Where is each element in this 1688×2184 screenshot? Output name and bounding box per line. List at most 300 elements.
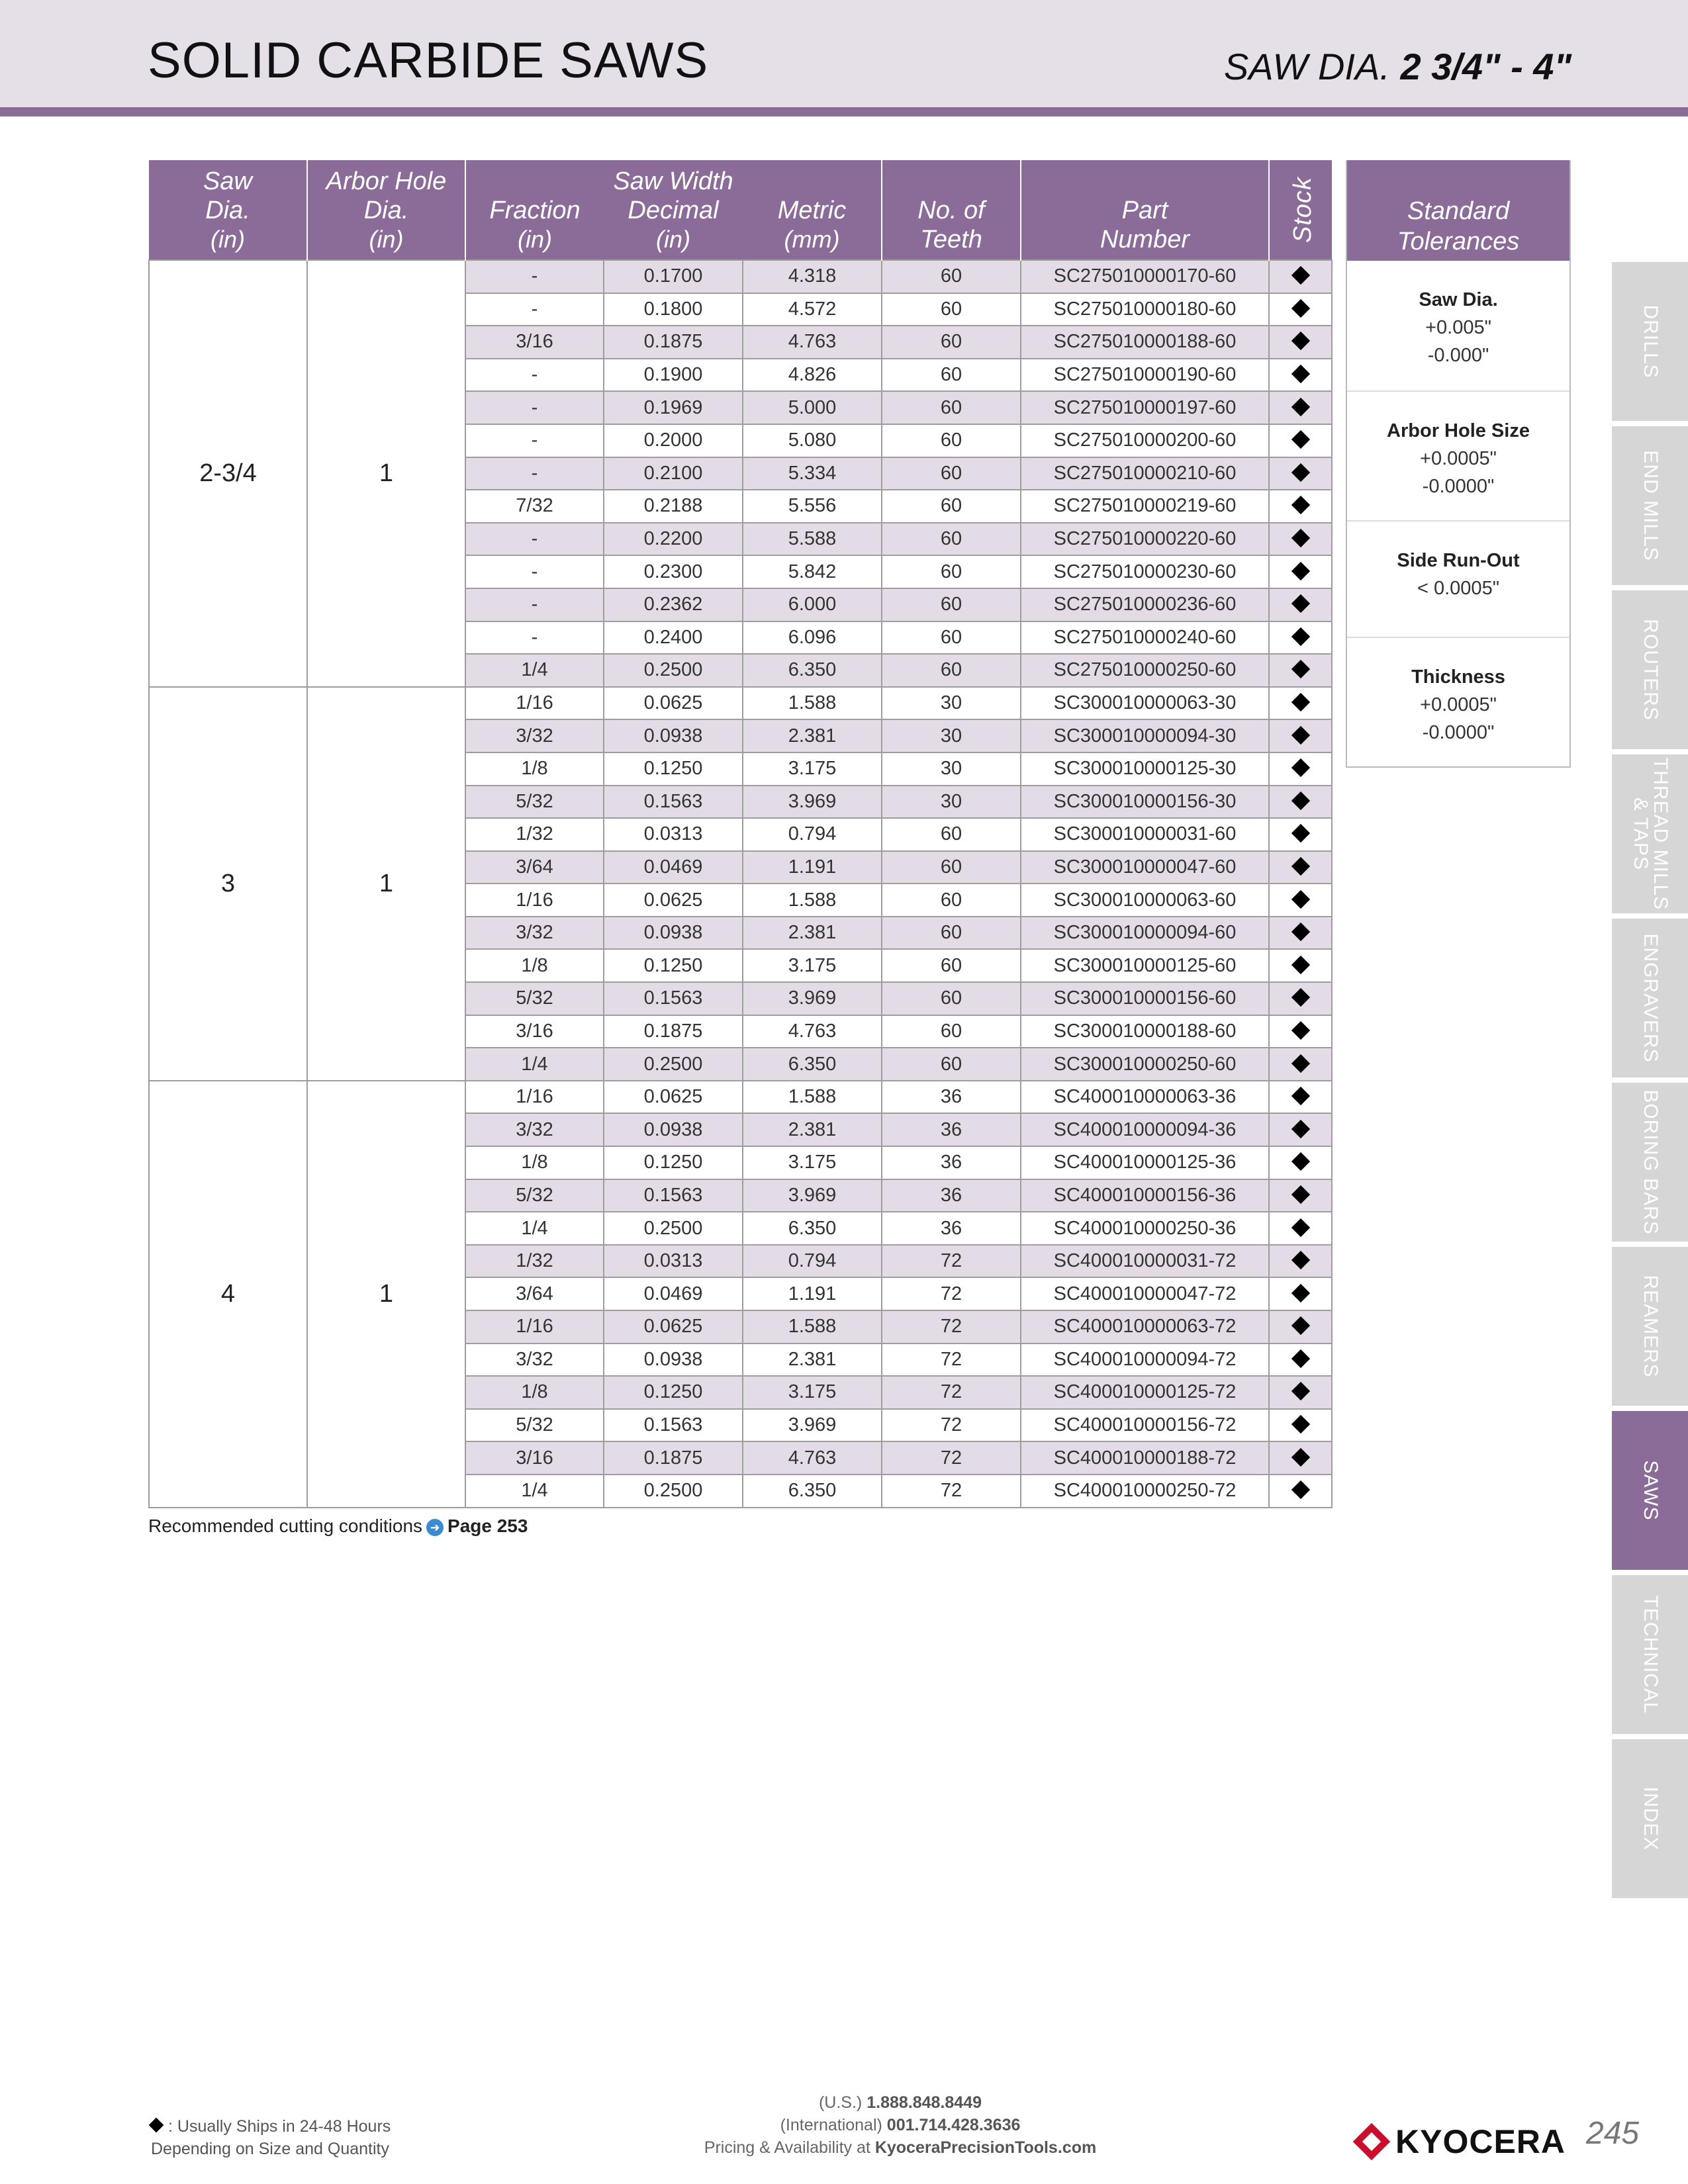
stock-cell	[1269, 1048, 1332, 1081]
fraction-cell: 5/32	[465, 982, 604, 1015]
metric-cell: 4.763	[743, 1015, 882, 1048]
col-stock: Stock	[1269, 160, 1332, 260]
stock-cell	[1269, 851, 1332, 884]
stock-cell	[1269, 949, 1332, 982]
tolerance-value: +0.0005"	[1420, 694, 1497, 715]
teeth-cell: 60	[882, 654, 1021, 687]
tab-drills[interactable]	[1612, 262, 1688, 421]
stock-cell	[1269, 588, 1332, 621]
col-part-number: Part Number	[1021, 160, 1269, 260]
fraction-cell: 7/32	[465, 490, 604, 523]
stock-cell	[1269, 884, 1332, 917]
tab-label: ROUTERS	[1639, 619, 1662, 721]
teeth-cell: 72	[882, 1409, 1021, 1442]
tab-label: INDEX	[1639, 1786, 1662, 1851]
stock-diamond-icon	[1291, 1054, 1309, 1072]
decimal-cell: 0.2200	[604, 523, 743, 556]
cutting-conditions-note: Recommended cutting conditions ➜ Page 253	[148, 1516, 528, 1536]
tab-routers[interactable]	[1612, 590, 1688, 749]
fraction-cell: 1/16	[465, 884, 604, 917]
part-number-cell: SC400010000031-72	[1021, 1245, 1269, 1278]
stock-diamond-icon	[1291, 1316, 1309, 1335]
stock-cell	[1269, 1146, 1332, 1179]
metric-cell: 3.969	[743, 982, 882, 1015]
decimal-cell: 0.1969	[604, 391, 743, 424]
saw-dia-cell: 4	[149, 1081, 307, 1508]
tolerance-value: -0.0000"	[1422, 476, 1495, 497]
stock-diamond-icon	[1291, 792, 1309, 810]
teeth-cell: 60	[882, 917, 1021, 950]
col-decimal: Saw Width Decimal (in)	[604, 160, 743, 260]
teeth-cell: 60	[882, 949, 1021, 982]
part-number-cell: SC400010000188-72	[1021, 1441, 1269, 1475]
decimal-cell: 0.1250	[604, 752, 743, 786]
teeth-cell: 30	[882, 687, 1021, 720]
fraction-cell: -	[465, 523, 604, 556]
teeth-cell: 36	[882, 1113, 1021, 1146]
part-number-cell: SC400010000063-36	[1021, 1081, 1269, 1114]
decimal-cell: 0.0625	[604, 1081, 743, 1114]
teeth-cell: 60	[882, 424, 1021, 457]
teeth-cell: 30	[882, 719, 1021, 752]
stock-diamond-icon	[1291, 660, 1309, 678]
tab-saws[interactable]	[1612, 1411, 1688, 1570]
decimal-cell: 0.1875	[604, 326, 743, 359]
metric-cell: 3.175	[743, 949, 882, 982]
stock-cell	[1269, 490, 1332, 523]
part-number-cell: SC275010000230-60	[1021, 555, 1269, 588]
part-number-cell: SC275010000236-60	[1021, 588, 1269, 621]
stock-cell	[1269, 555, 1332, 588]
stock-diamond-icon	[1291, 398, 1309, 416]
teeth-cell: 30	[882, 786, 1021, 819]
decimal-cell: 0.0313	[604, 1245, 743, 1278]
contact-info: (U.S.) 1.888.848.8449 (International) 001.714.428.3636 Pricing & Availability at KyoceraPrecisionTools.com	[704, 2093, 1097, 2157]
metric-cell: 1.191	[743, 851, 882, 884]
metric-cell: 5.080	[743, 424, 882, 457]
fraction-cell: 3/32	[465, 1113, 604, 1146]
part-number-cell: SC400010000250-72	[1021, 1475, 1269, 1508]
saw-dia-cell: 3	[149, 687, 307, 1081]
stock-diamond-icon	[1291, 1185, 1309, 1204]
fraction-cell: 1/4	[465, 654, 604, 687]
part-number-cell: SC300010000063-60	[1021, 884, 1269, 917]
part-number-cell: SC400010000156-72	[1021, 1409, 1269, 1442]
part-number-cell: SC275010000170-60	[1021, 260, 1269, 293]
table-row	[149, 1081, 1332, 1114]
teeth-cell: 72	[882, 1245, 1021, 1278]
part-number-cell: SC400010000250-36	[1021, 1212, 1269, 1245]
decimal-cell: 0.2500	[604, 1475, 743, 1508]
stock-diamond-icon	[1291, 430, 1309, 449]
tolerance-item	[1347, 520, 1570, 637]
metric-cell: 1.588	[743, 687, 882, 720]
teeth-cell: 60	[882, 818, 1021, 851]
tab-technical[interactable]	[1612, 1575, 1688, 1734]
teeth-cell: 30	[882, 752, 1021, 786]
stock-diamond-icon	[1291, 923, 1309, 941]
stock-cell	[1269, 818, 1332, 851]
metric-cell: 3.969	[743, 1409, 882, 1442]
diamond-icon	[149, 2118, 164, 2133]
teeth-cell: 72	[882, 1343, 1021, 1377]
metric-cell: 2.381	[743, 1343, 882, 1377]
part-number-cell: SC400010000094-72	[1021, 1343, 1269, 1377]
teeth-cell: 60	[882, 1048, 1021, 1081]
fraction-cell: 1/16	[465, 687, 604, 720]
tab-end-mills[interactable]	[1612, 426, 1688, 585]
part-number-cell: SC275010000190-60	[1021, 359, 1269, 392]
tolerance-label: Side Run-Out	[1397, 550, 1520, 571]
part-number-cell: SC275010000180-60	[1021, 293, 1269, 326]
stock-cell	[1269, 1212, 1332, 1245]
decimal-cell: 0.1900	[604, 359, 743, 392]
part-number-cell: SC300010000031-60	[1021, 818, 1269, 851]
col-metric: Metric (mm)	[743, 160, 882, 260]
teeth-cell: 60	[882, 588, 1021, 621]
teeth-cell: 72	[882, 1277, 1021, 1310]
fraction-cell: 1/16	[465, 1310, 604, 1343]
tab-engravers[interactable]	[1612, 919, 1688, 1077]
stock-cell	[1269, 1015, 1332, 1048]
tab-label: REAMERS	[1639, 1275, 1662, 1378]
decimal-cell: 0.2300	[604, 555, 743, 588]
stock-cell	[1269, 917, 1332, 950]
subtitle-prefix: SAW DIA.	[1223, 46, 1390, 87]
fraction-cell: 3/32	[465, 917, 604, 950]
metric-cell: 5.556	[743, 490, 882, 523]
decimal-cell: 0.2500	[604, 1048, 743, 1081]
teeth-cell: 60	[882, 982, 1021, 1015]
fraction-cell: 3/64	[465, 851, 604, 884]
metric-cell: 1.588	[743, 1310, 882, 1343]
part-number-cell: SC300010000125-60	[1021, 949, 1269, 982]
metric-cell: 6.000	[743, 588, 882, 621]
teeth-cell: 60	[882, 457, 1021, 490]
header-accent-bar	[0, 107, 1688, 116]
part-number-cell: SC275010000200-60	[1021, 424, 1269, 457]
tolerance-label: Arbor Hole Size	[1387, 420, 1530, 441]
teeth-cell: 60	[882, 359, 1021, 392]
arbor-dia-cell: 1	[307, 260, 465, 687]
fraction-cell: 3/16	[465, 1441, 604, 1475]
decimal-cell: 0.1563	[604, 786, 743, 819]
stock-cell	[1269, 391, 1332, 424]
tab-reamers[interactable]	[1612, 1247, 1688, 1406]
teeth-cell: 60	[882, 1015, 1021, 1048]
stock-cell	[1269, 1441, 1332, 1475]
stock-diamond-icon	[1291, 463, 1309, 482]
decimal-cell: 0.2500	[604, 654, 743, 687]
page-reference-link[interactable]: Page 253	[447, 1516, 528, 1536]
fraction-cell: -	[465, 260, 604, 293]
metric-cell: 1.588	[743, 1081, 882, 1114]
metric-cell: 6.096	[743, 621, 882, 655]
metric-cell: 6.350	[743, 1212, 882, 1245]
tab-label: DRILLS	[1639, 304, 1662, 379]
stock-diamond-icon	[1291, 1251, 1309, 1269]
decimal-cell: 0.1250	[604, 949, 743, 982]
stock-diamond-icon	[1291, 1480, 1309, 1499]
teeth-cell: 60	[882, 391, 1021, 424]
decimal-cell: 0.1250	[604, 1376, 743, 1409]
stock-cell	[1269, 1409, 1332, 1442]
fraction-cell: 1/8	[465, 1376, 604, 1409]
page-subtitle	[1224, 45, 1571, 88]
stock-cell	[1269, 1113, 1332, 1146]
tab-label: BORING BARS	[1639, 1089, 1662, 1235]
decimal-cell: 0.2000	[604, 424, 743, 457]
stock-diamond-icon	[1291, 956, 1309, 974]
teeth-cell: 36	[882, 1179, 1021, 1212]
stock-diamond-icon	[1291, 1218, 1309, 1236]
teeth-cell: 72	[882, 1376, 1021, 1409]
teeth-cell: 60	[882, 260, 1021, 293]
stock-cell	[1269, 654, 1332, 687]
metric-cell: 4.763	[743, 326, 882, 359]
tolerance-item	[1347, 390, 1570, 520]
decimal-cell: 0.1700	[604, 260, 743, 293]
saw-dia-cell: 2-3/4	[149, 260, 307, 687]
stock-cell	[1269, 359, 1332, 392]
metric-cell: 6.350	[743, 1475, 882, 1508]
decimal-cell: 0.0469	[604, 851, 743, 884]
tolerance-value: -0.0000"	[1422, 722, 1495, 743]
decimal-cell: 0.1875	[604, 1015, 743, 1048]
teeth-cell: 36	[882, 1212, 1021, 1245]
tab-thread-mills-taps[interactable]	[1612, 754, 1688, 913]
part-number-cell: SC275010000197-60	[1021, 391, 1269, 424]
fraction-cell: -	[465, 424, 604, 457]
fraction-cell: 1/16	[465, 1081, 604, 1114]
fraction-cell: 3/64	[465, 1277, 604, 1310]
kyocera-logo-icon	[1353, 2123, 1391, 2161]
tab-label: SAWS	[1639, 1460, 1662, 1521]
tab-label: ENGRAVERS	[1639, 933, 1662, 1063]
stock-diamond-icon	[1291, 1021, 1309, 1040]
decimal-cell: 0.0938	[604, 719, 743, 752]
decimal-cell: 0.0469	[604, 1277, 743, 1310]
tolerance-label: Thickness	[1411, 666, 1505, 688]
stock-diamond-icon	[1291, 365, 1309, 383]
table-row	[149, 687, 1332, 720]
col-fraction: Fraction (in)	[465, 160, 604, 260]
stock-cell	[1269, 1475, 1332, 1508]
decimal-cell: 0.0625	[604, 1310, 743, 1343]
part-number-cell: SC300010000094-30	[1021, 719, 1269, 752]
stock-cell	[1269, 326, 1332, 359]
metric-cell: 4.763	[743, 1441, 882, 1475]
tolerance-value: -0.000"	[1427, 345, 1489, 366]
metric-cell: 1.588	[743, 884, 882, 917]
arrow-right-icon: ➜	[426, 1519, 444, 1536]
stock-diamond-icon	[1291, 1415, 1309, 1433]
metric-cell: 4.572	[743, 293, 882, 326]
teeth-cell: 36	[882, 1081, 1021, 1114]
tolerance-value: +0.0005"	[1420, 448, 1497, 469]
fraction-cell: -	[465, 621, 604, 655]
decimal-cell: 0.0625	[604, 687, 743, 720]
metric-cell: 4.318	[743, 260, 882, 293]
fraction-cell: 3/32	[465, 719, 604, 752]
stock-cell	[1269, 719, 1332, 752]
part-number-cell: SC275010000219-60	[1021, 490, 1269, 523]
part-number-cell: SC275010000240-60	[1021, 621, 1269, 655]
stock-diamond-icon	[1291, 627, 1309, 646]
fraction-cell: 5/32	[465, 1409, 604, 1442]
metric-cell: 6.350	[743, 654, 882, 687]
teeth-cell: 60	[882, 523, 1021, 556]
metric-cell: 3.969	[743, 786, 882, 819]
decimal-cell: 0.2362	[604, 588, 743, 621]
stock-diamond-icon	[1291, 1448, 1309, 1467]
fraction-cell: -	[465, 555, 604, 588]
stock-diamond-icon	[1291, 496, 1309, 514]
teeth-cell: 72	[882, 1441, 1021, 1475]
fraction-cell: -	[465, 293, 604, 326]
stock-cell	[1269, 1277, 1332, 1310]
metric-cell: 5.588	[743, 523, 882, 556]
stock-cell	[1269, 523, 1332, 556]
standard-tolerances-panel	[1346, 160, 1571, 768]
stock-diamond-icon	[1291, 1382, 1309, 1400]
stock-diamond-icon	[1291, 1152, 1309, 1171]
decimal-cell: 0.2100	[604, 457, 743, 490]
stock-cell	[1269, 1343, 1332, 1377]
stock-cell	[1269, 621, 1332, 655]
stock-diamond-icon	[1291, 988, 1309, 1007]
website-link[interactable]: KyoceraPrecisionTools.com	[874, 2138, 1097, 2157]
stock-legend: : Usually Ships in 24-48 Hours Depending on Size and Quantity	[151, 2115, 391, 2160]
fraction-cell: 1/8	[465, 752, 604, 786]
part-number-cell: SC275010000210-60	[1021, 457, 1269, 490]
tab-boring-bars[interactable]	[1612, 1083, 1688, 1242]
tolerance-item	[1347, 261, 1570, 390]
part-number-cell: SC300010000156-30	[1021, 786, 1269, 819]
stock-cell	[1269, 260, 1332, 293]
fraction-cell: -	[465, 359, 604, 392]
part-number-cell: SC400010000094-36	[1021, 1113, 1269, 1146]
metric-cell: 0.794	[743, 818, 882, 851]
stock-diamond-icon	[1291, 725, 1309, 744]
part-number-cell: SC300010000047-60	[1021, 851, 1269, 884]
decimal-cell: 0.0625	[604, 884, 743, 917]
part-number-cell: SC300010000063-30	[1021, 687, 1269, 720]
table-header-row	[149, 160, 1332, 260]
part-number-cell: SC300010000250-60	[1021, 1048, 1269, 1081]
decimal-cell: 0.0938	[604, 1343, 743, 1377]
stock-cell	[1269, 1376, 1332, 1409]
fraction-cell: 1/8	[465, 1146, 604, 1179]
stock-diamond-icon	[1291, 561, 1309, 580]
stock-cell	[1269, 1179, 1332, 1212]
decimal-cell: 0.0938	[604, 1113, 743, 1146]
stock-diamond-icon	[1291, 1284, 1309, 1302]
page-number: 245	[1586, 2116, 1640, 2151]
stock-diamond-icon	[1291, 1087, 1309, 1105]
fraction-cell: 5/32	[465, 1179, 604, 1212]
teeth-cell: 72	[882, 1310, 1021, 1343]
stock-diamond-icon	[1291, 693, 1309, 711]
decimal-cell: 0.2188	[604, 490, 743, 523]
col-arbor-hole: Arbor Hole Dia. (in)	[307, 160, 465, 260]
part-number-cell: SC275010000188-60	[1021, 326, 1269, 359]
saw-spec-table	[148, 160, 1333, 1508]
metric-cell: 0.794	[743, 1245, 882, 1278]
table-row	[149, 260, 1332, 293]
tab-index[interactable]	[1612, 1739, 1688, 1898]
teeth-cell: 60	[882, 851, 1021, 884]
metric-cell: 2.381	[743, 1113, 882, 1146]
saw-width-group-label: Saw Width	[613, 167, 733, 195]
fraction-cell: -	[465, 588, 604, 621]
part-number-cell: SC400010000156-36	[1021, 1179, 1269, 1212]
stock-diamond-icon	[1291, 266, 1309, 285]
metric-cell: 5.334	[743, 457, 882, 490]
arbor-dia-cell: 1	[307, 1081, 465, 1508]
tolerance-value: +0.005"	[1425, 317, 1491, 338]
decimal-cell: 0.1563	[604, 982, 743, 1015]
part-number-cell: SC400010000063-72	[1021, 1310, 1269, 1343]
subtitle-range: 2 3/4" - 4"	[1400, 46, 1571, 87]
stock-cell	[1269, 786, 1332, 819]
fraction-cell: 1/4	[465, 1212, 604, 1245]
decimal-cell: 0.1563	[604, 1179, 743, 1212]
teeth-cell: 60	[882, 293, 1021, 326]
metric-cell: 3.969	[743, 1179, 882, 1212]
col-teeth: No. of Teeth	[882, 160, 1021, 260]
metric-cell: 2.381	[743, 719, 882, 752]
fraction-cell: 5/32	[465, 786, 604, 819]
stock-cell	[1269, 1245, 1332, 1278]
tab-label: TECHNICAL	[1639, 1595, 1662, 1714]
fraction-cell: 1/32	[465, 818, 604, 851]
part-number-cell: SC275010000250-60	[1021, 654, 1269, 687]
stock-diamond-icon	[1291, 529, 1309, 547]
decimal-cell: 0.0313	[604, 818, 743, 851]
fraction-cell: 3/16	[465, 1015, 604, 1048]
part-number-cell: SC400010000047-72	[1021, 1277, 1269, 1310]
metric-cell: 6.350	[743, 1048, 882, 1081]
part-number-cell: SC400010000125-72	[1021, 1376, 1269, 1409]
stock-cell	[1269, 293, 1332, 326]
teeth-cell: 60	[882, 490, 1021, 523]
decimal-cell: 0.0938	[604, 917, 743, 950]
table-body	[149, 260, 1332, 1508]
teeth-cell: 72	[882, 1475, 1021, 1508]
fraction-cell: 3/16	[465, 326, 604, 359]
stock-cell	[1269, 1310, 1332, 1343]
fraction-cell: -	[465, 457, 604, 490]
decimal-cell: 0.1563	[604, 1409, 743, 1442]
stock-cell	[1269, 424, 1332, 457]
metric-cell: 3.175	[743, 1376, 882, 1409]
decimal-cell: 0.1875	[604, 1441, 743, 1475]
stock-cell	[1269, 1081, 1332, 1114]
tolerance-item	[1347, 637, 1570, 766]
decimal-cell: 0.2400	[604, 621, 743, 655]
teeth-cell: 60	[882, 555, 1021, 588]
metric-cell: 3.175	[743, 1146, 882, 1179]
stock-cell	[1269, 752, 1332, 786]
stock-diamond-icon	[1291, 758, 1309, 777]
arbor-dia-cell: 1	[307, 687, 465, 1081]
teeth-cell: 36	[882, 1146, 1021, 1179]
decimal-cell: 0.1800	[604, 293, 743, 326]
metric-cell: 5.842	[743, 555, 882, 588]
stock-diamond-icon	[1291, 299, 1309, 318]
tolerance-label: Saw Dia.	[1419, 289, 1498, 310]
